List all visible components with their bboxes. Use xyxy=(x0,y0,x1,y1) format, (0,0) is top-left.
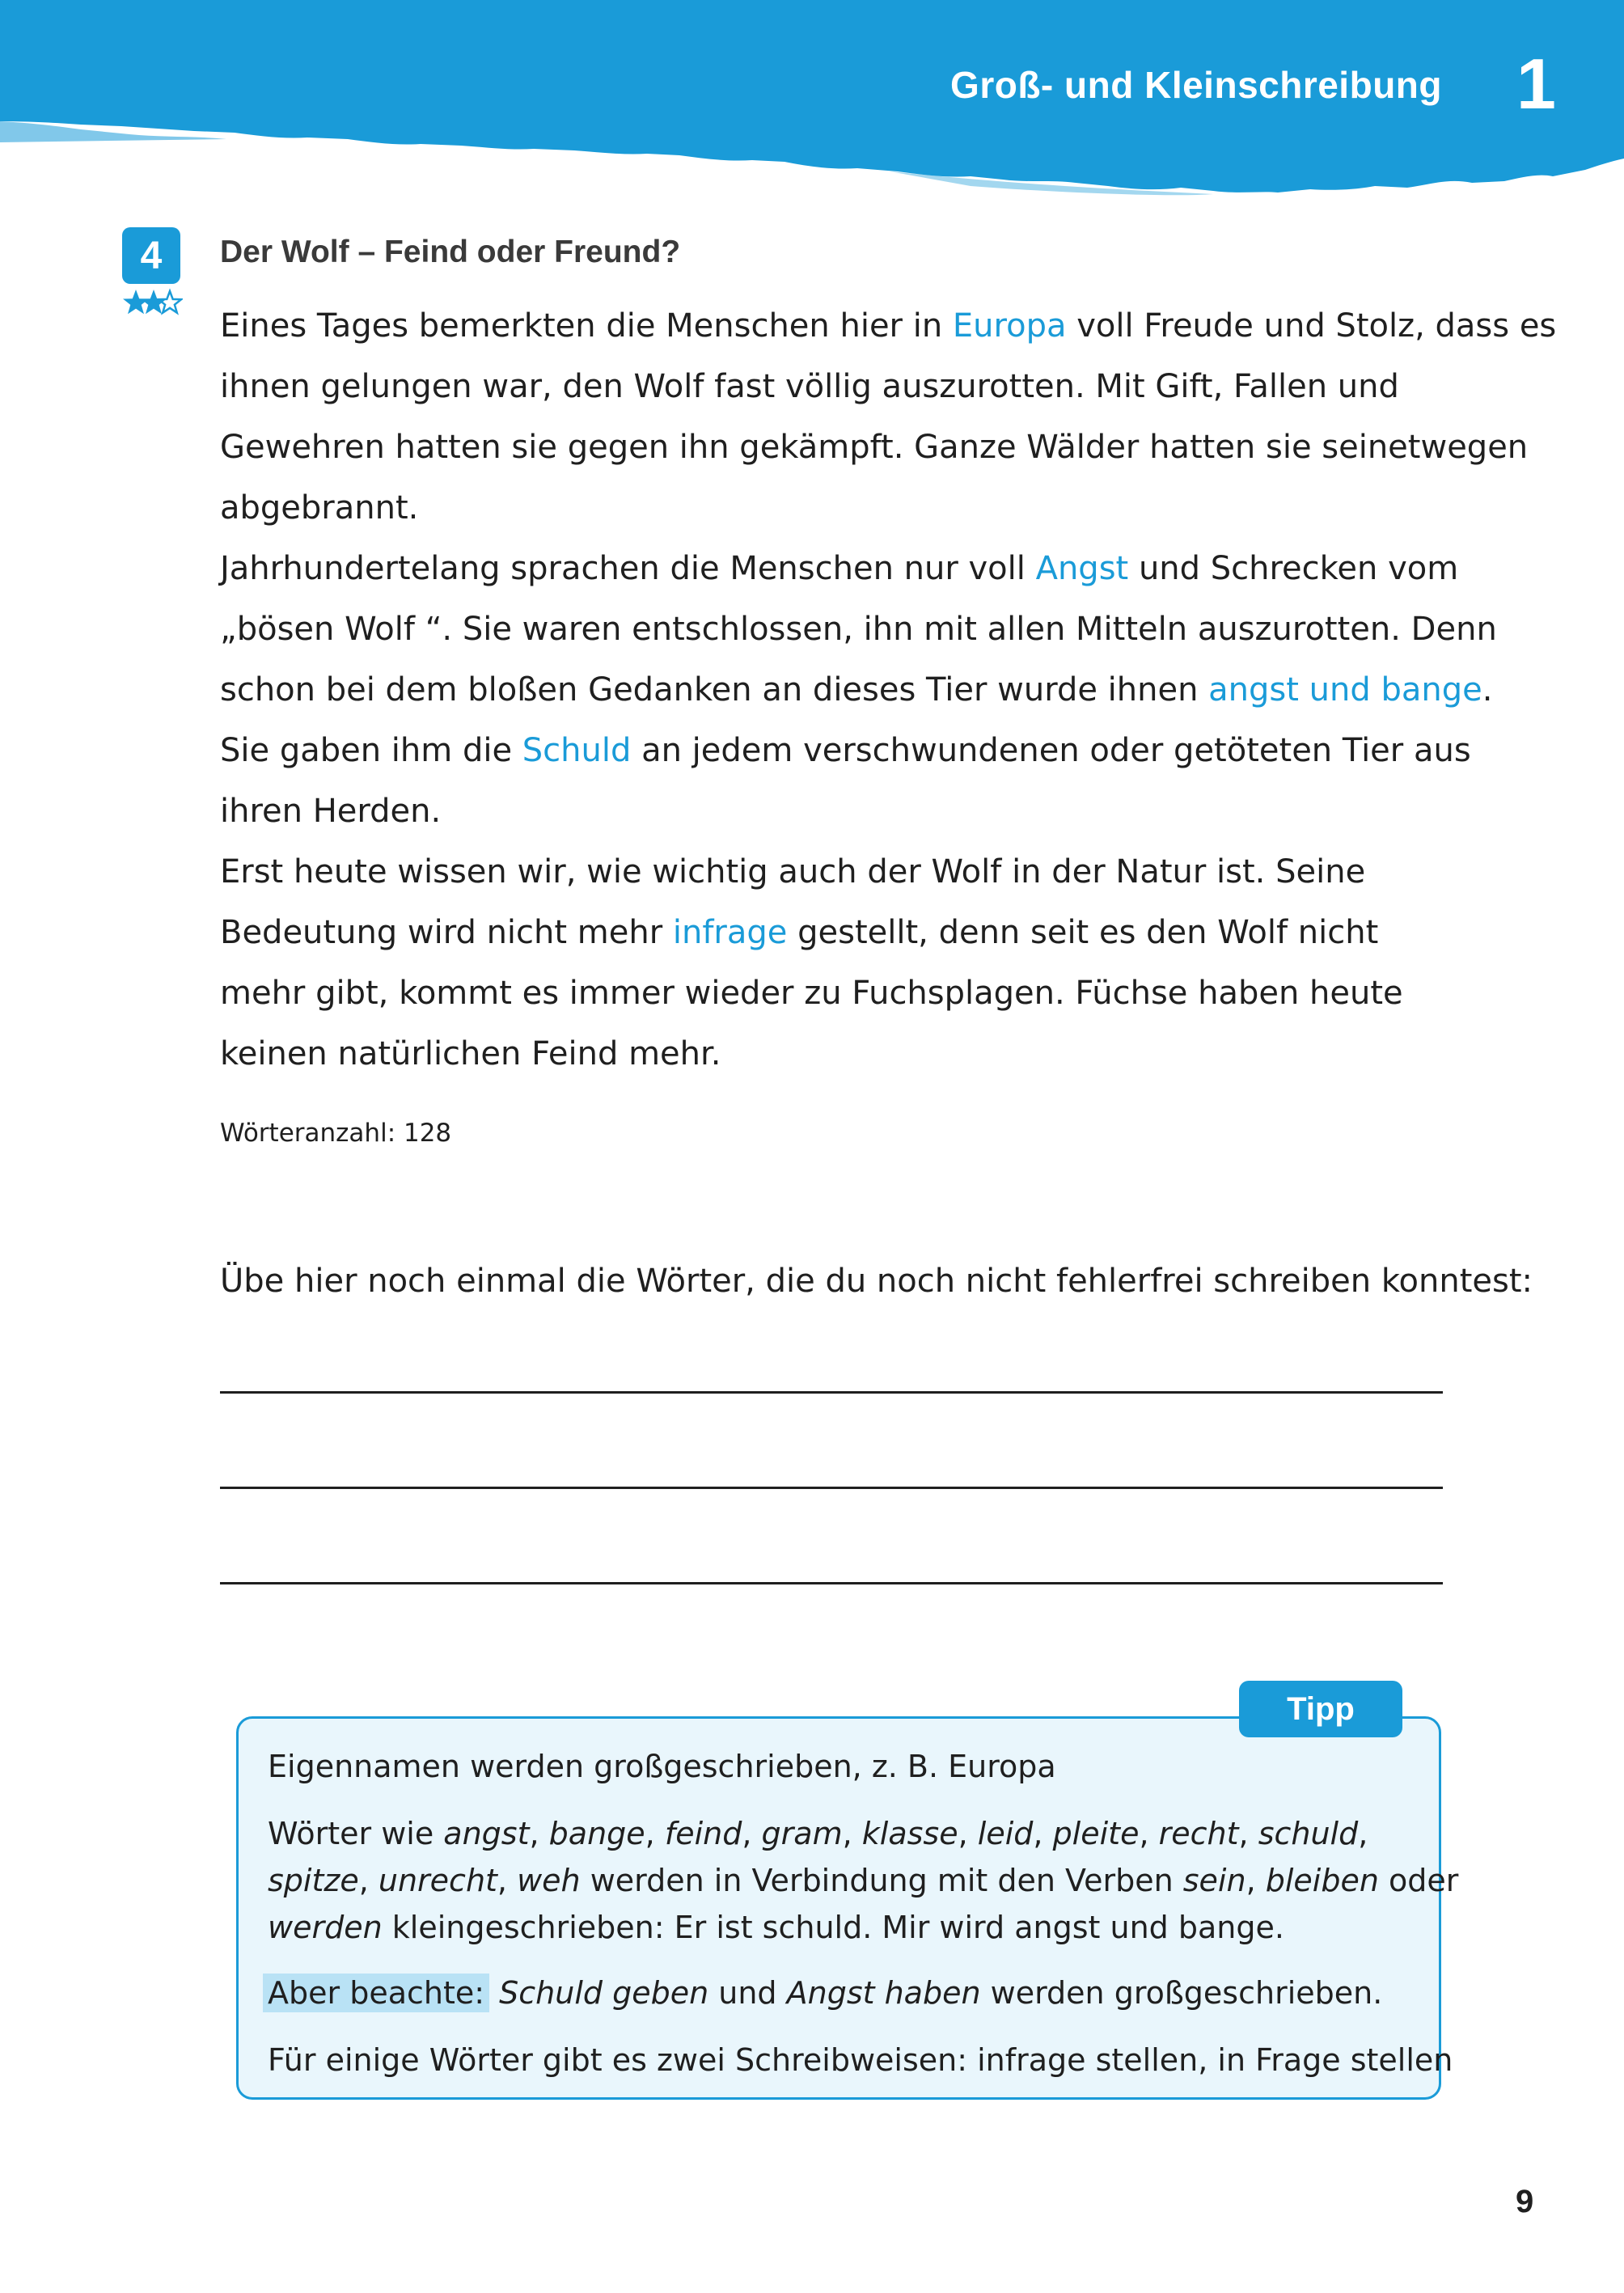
text-line: Jahrhundertelang sprachen die Menschen nur voll Angst und Schrecken vom xyxy=(220,550,1459,587)
writing-line[interactable] xyxy=(220,1391,1443,1394)
tip-paragraph-lowercase-rule: Wörter wie angst, bange, feind, gram, klasse, leid, pleite, recht, schuld, spitze, unrecht, weh werden in Verbindung mit den Verben sein, bleiben oder werden kleingeschrieben: Er ist schuld. Mir wird angst und bange. xyxy=(268,1816,1459,1945)
exercise-number-badge: 4 xyxy=(122,227,180,284)
writing-line[interactable] xyxy=(220,1487,1443,1489)
exercise-title: Der Wolf – Feind oder Freund? xyxy=(220,235,681,269)
chapter-number: 1 xyxy=(1516,44,1556,124)
page-number: 9 xyxy=(1516,2184,1534,2219)
writing-line[interactable] xyxy=(220,1582,1443,1584)
chapter-title: Groß- und Kleinschreibung xyxy=(950,64,1442,106)
text-line: Eines Tages bemerkten die Menschen hier in Europa voll Freude und Stolz, dass es xyxy=(220,307,1557,345)
difficulty-stars xyxy=(121,288,183,317)
practice-instruction: Übe hier noch einmal die Wörter, die du noch nicht fehlerfrei schreiben konntest: xyxy=(220,1263,1533,1300)
text-line: Bedeutung wird nicht mehr infrage gestellt, denn seit es den Wolf nicht xyxy=(220,914,1379,951)
text-line: ihnen gelungen war, den Wolf fast völlig auszurotten. Mit Gift, Fallen und xyxy=(220,368,1399,405)
text-line: ihren Herden. xyxy=(220,793,442,830)
text-line: Sie gaben ihm die Schuld an jedem verschwundenen oder getöteten Tier aus xyxy=(220,732,1471,769)
highlighted-word: Schuld xyxy=(522,732,632,769)
star-outline-icon xyxy=(159,291,181,313)
highlighted-word: Angst xyxy=(1035,550,1129,587)
text-line: „bösen Wolf “. Sie waren entschlossen, ihn mit allen Mitteln auszurotten. Denn xyxy=(220,611,1497,648)
aber-beachte-highlight: Aber beachte: xyxy=(263,1974,489,2012)
text-line: Erst heute wissen wir, wie wichtig auch der Wolf in der Natur ist. Seine xyxy=(220,853,1366,891)
word-count: Wörteranzahl: 128 xyxy=(220,1119,452,1148)
tip-paragraph-exception: Aber beachte: Schuld geben und Angst haben werden großgeschrieben. xyxy=(268,1969,1382,2016)
highlighted-word: Europa xyxy=(952,307,1067,345)
text-line: schon bei dem bloßen Gedanken an dieses Tier wurde ihnen angst und bange. xyxy=(220,671,1493,709)
tip-paragraph-proper-nouns: Eigennamen werden großgeschrieben, z. B. Europa xyxy=(268,1749,1056,1784)
tip-paragraph-two-spellings: Für einige Wörter gibt es zwei Schreibweisen: infrage stellen, in Frage stellen xyxy=(268,2042,1453,2078)
highlighted-word: infrage xyxy=(672,914,788,951)
text-line: mehr gibt, kommt es immer wieder zu Fuchsplagen. Füchse haben heute xyxy=(220,975,1403,1012)
text-line: keinen natürlichen Feind mehr. xyxy=(220,1035,721,1072)
text-line: abgebrannt. xyxy=(220,489,419,527)
highlighted-word: angst und bange xyxy=(1208,671,1482,709)
text-line: Gewehren hatten sie gegen ihn gekämpft. Ganze Wälder hatten sie seinetwegen xyxy=(220,429,1529,466)
tip-label: Tipp xyxy=(1239,1681,1402,1737)
story-text xyxy=(220,296,1557,1085)
